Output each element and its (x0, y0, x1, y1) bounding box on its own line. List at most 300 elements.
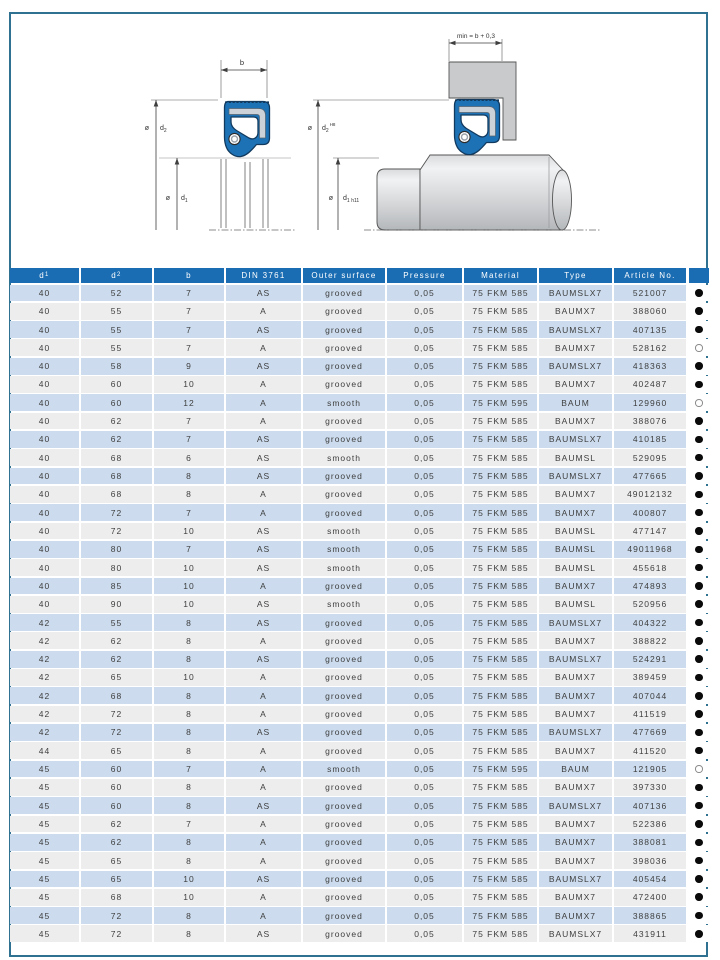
cell-material: 75 FKM 585 (464, 925, 539, 942)
cell-din-3761: A (226, 706, 303, 723)
cell-type: BAUMSL (539, 559, 614, 576)
cell-d2: 60 (81, 779, 154, 796)
cell-pressure: 0,05 (387, 779, 464, 796)
cell-type: BAUMX7 (539, 907, 614, 924)
cell-type: BAUM (539, 761, 614, 778)
cell-din-3761: A (226, 486, 303, 503)
cell-b: 8 (154, 925, 226, 942)
cell-outer-surface: grooved (303, 651, 387, 668)
cell-article-no: 388822 (614, 632, 689, 649)
cell-article-no: 477665 (614, 468, 689, 485)
cell-material: 75 FKM 585 (464, 303, 539, 320)
cell-article-no: 455618 (614, 559, 689, 576)
cell-type: BAUMX7 (539, 706, 614, 723)
cell-d1: 45 (10, 852, 81, 869)
cell-pressure: 0,05 (387, 687, 464, 704)
cell-d1: 42 (10, 669, 81, 686)
cell-din-3761: A (226, 761, 303, 778)
cell-din-3761: A (226, 504, 303, 521)
cell-availability (689, 339, 709, 356)
cell-b: 7 (154, 339, 226, 356)
cell-d1: 40 (10, 358, 81, 375)
cell-b: 6 (154, 449, 226, 466)
cell-availability (689, 449, 709, 466)
table-row (10, 523, 710, 540)
cell-type: BAUMSL (539, 541, 614, 558)
cell-material: 75 FKM 585 (464, 889, 539, 906)
cell-b: 10 (154, 669, 226, 686)
cell-availability (689, 321, 709, 338)
cell-d2: 60 (81, 394, 154, 411)
cell-d1: 42 (10, 706, 81, 723)
cell-article-no: 529095 (614, 449, 689, 466)
cell-d1: 40 (10, 468, 81, 485)
cell-d2: 72 (81, 907, 154, 924)
table-row (10, 889, 710, 906)
cell-article-no: 388081 (614, 834, 689, 851)
cell-type: BAUMX7 (539, 687, 614, 704)
cell-outer-surface: grooved (303, 797, 387, 814)
table-row (10, 578, 710, 595)
availability-dot-filled (695, 729, 703, 737)
cell-availability (689, 523, 709, 540)
cell-article-no: 431911 (614, 925, 689, 942)
cell-availability (689, 413, 709, 430)
cell-article-no: 404322 (614, 614, 689, 631)
availability-dot-filled (695, 839, 703, 847)
cell-d2: 68 (81, 468, 154, 485)
cell-type: BAUMSLX7 (539, 614, 614, 631)
cell-d1: 40 (10, 339, 81, 356)
cell-d1: 40 (10, 578, 81, 595)
cell-pressure: 0,05 (387, 797, 464, 814)
availability-dot-filled (695, 546, 703, 554)
availability-dot-open (695, 399, 703, 407)
availability-dot-filled (695, 857, 703, 865)
cell-type: BAUMSLX7 (539, 871, 614, 888)
cell-d1: 40 (10, 394, 81, 411)
cell-material: 75 FKM 585 (464, 871, 539, 888)
cell-d2: 62 (81, 431, 154, 448)
cell-outer-surface: grooved (303, 724, 387, 741)
cell-din-3761: AS (226, 925, 303, 942)
cell-din-3761: AS (226, 871, 303, 888)
cell-din-3761: AS (226, 651, 303, 668)
cell-type: BAUM (539, 394, 614, 411)
cell-material: 75 FKM 585 (464, 504, 539, 521)
cell-availability (689, 871, 709, 888)
column-header-pressure: Pressure (387, 268, 464, 283)
cell-material: 75 FKM 585 (464, 724, 539, 741)
cell-type: BAUMX7 (539, 852, 614, 869)
cell-outer-surface: grooved (303, 339, 387, 356)
cell-type: BAUMSLX7 (539, 285, 614, 302)
cell-din-3761: A (226, 578, 303, 595)
table-row (10, 742, 710, 759)
cell-material: 75 FKM 585 (464, 687, 539, 704)
cell-b: 7 (154, 413, 226, 430)
cell-material: 75 FKM 585 (464, 614, 539, 631)
cell-b: 8 (154, 852, 226, 869)
cell-material: 75 FKM 585 (464, 651, 539, 668)
cell-b: 8 (154, 486, 226, 503)
cell-availability (689, 303, 709, 320)
cell-din-3761: A (226, 303, 303, 320)
cell-din-3761: A (226, 376, 303, 393)
cell-outer-surface: grooved (303, 358, 387, 375)
cell-article-no: 407136 (614, 797, 689, 814)
cell-availability (689, 614, 709, 631)
cell-d1: 42 (10, 724, 81, 741)
cell-d2: 72 (81, 724, 154, 741)
cell-availability (689, 486, 709, 503)
cell-din-3761: AS (226, 449, 303, 466)
cell-d1: 40 (10, 285, 81, 302)
cell-pressure: 0,05 (387, 724, 464, 741)
cell-type: BAUMSLX7 (539, 724, 614, 741)
cell-material: 75 FKM 585 (464, 816, 539, 833)
cell-pressure: 0,05 (387, 449, 464, 466)
column-header-availability (689, 268, 709, 283)
cell-material: 75 FKM 585 (464, 632, 539, 649)
cell-pressure: 0,05 (387, 486, 464, 503)
cell-outer-surface: smooth (303, 523, 387, 540)
cell-d1: 40 (10, 559, 81, 576)
cell-d2: 55 (81, 321, 154, 338)
cell-b: 8 (154, 907, 226, 924)
column-header-b: b (154, 268, 226, 283)
availability-dot-filled (695, 655, 703, 663)
cell-article-no: 388076 (614, 413, 689, 430)
cell-d2: 72 (81, 706, 154, 723)
cell-article-no: 520956 (614, 596, 689, 613)
cell-din-3761: AS (226, 559, 303, 576)
cell-type: BAUMSL (539, 523, 614, 540)
cell-din-3761: AS (226, 596, 303, 613)
cell-availability (689, 632, 709, 649)
table-row (10, 413, 710, 430)
table-row (10, 779, 710, 796)
cell-pressure: 0,05 (387, 907, 464, 924)
cell-pressure: 0,05 (387, 339, 464, 356)
cell-d2: 55 (81, 339, 154, 356)
table-row (10, 669, 710, 686)
cell-pressure: 0,05 (387, 321, 464, 338)
cell-din-3761: A (226, 339, 303, 356)
cell-din-3761: A (226, 742, 303, 759)
dim-label-d1: $d_1$ (181, 195, 188, 204)
cell-d1: 40 (10, 303, 81, 320)
cell-availability (689, 852, 709, 869)
dim-label-d2h8-dia: ø (307, 125, 312, 132)
cell-d2: 60 (81, 376, 154, 393)
cell-d2: 65 (81, 852, 154, 869)
cell-type: BAUMX7 (539, 742, 614, 759)
cell-din-3761: A (226, 816, 303, 833)
cell-article-no: 398036 (614, 852, 689, 869)
cell-din-3761: A (226, 907, 303, 924)
table-row (10, 321, 710, 338)
cell-din-3761: AS (226, 431, 303, 448)
availability-dot-filled (695, 454, 703, 462)
cell-d1: 40 (10, 504, 81, 521)
cell-material: 75 FKM 585 (464, 742, 539, 759)
cell-d1: 42 (10, 614, 81, 631)
dim-label-d2h8: $d_2^{H8}$ (322, 122, 336, 134)
availability-dot-filled (695, 912, 703, 920)
availability-dot-filled (695, 326, 703, 334)
cell-article-no: 472400 (614, 889, 689, 906)
cell-pressure: 0,05 (387, 578, 464, 595)
availability-dot-filled (695, 710, 703, 718)
cell-b: 8 (154, 706, 226, 723)
cell-type: BAUMSL (539, 596, 614, 613)
cell-type: BAUMSLX7 (539, 321, 614, 338)
cell-pressure: 0,05 (387, 358, 464, 375)
cell-article-no: 521007 (614, 285, 689, 302)
column-header-material: Material (464, 268, 539, 283)
cell-availability (689, 925, 709, 942)
cell-material: 75 FKM 585 (464, 285, 539, 302)
cell-d1: 40 (10, 486, 81, 503)
cell-availability (689, 889, 709, 906)
cell-material: 75 FKM 585 (464, 413, 539, 430)
availability-dot-filled (695, 509, 703, 517)
cell-d2: 62 (81, 413, 154, 430)
cell-d1: 40 (10, 523, 81, 540)
cell-article-no: 400807 (614, 504, 689, 521)
cell-outer-surface: grooved (303, 632, 387, 649)
availability-dot-filled (695, 893, 703, 901)
table-row (10, 504, 710, 521)
cell-pressure: 0,05 (387, 816, 464, 833)
table-row (10, 541, 710, 558)
cell-material: 75 FKM 585 (464, 596, 539, 613)
cell-b: 7 (154, 321, 226, 338)
cell-availability (689, 834, 709, 851)
cell-type: BAUMX7 (539, 779, 614, 796)
cell-pressure: 0,05 (387, 504, 464, 521)
cell-b: 8 (154, 834, 226, 851)
cell-pressure: 0,05 (387, 523, 464, 540)
cell-outer-surface: smooth (303, 559, 387, 576)
cell-article-no: 121905 (614, 761, 689, 778)
cell-b: 10 (154, 596, 226, 613)
cell-pressure: 0,05 (387, 413, 464, 430)
cell-d2: 72 (81, 504, 154, 521)
cell-availability (689, 394, 709, 411)
cell-din-3761: AS (226, 797, 303, 814)
cell-d2: 65 (81, 669, 154, 686)
cell-type: BAUMX7 (539, 816, 614, 833)
cell-b: 7 (154, 541, 226, 558)
cell-availability (689, 596, 709, 613)
cell-outer-surface: grooved (303, 486, 387, 503)
table-row (10, 632, 710, 649)
availability-dot-filled (695, 472, 703, 480)
cell-din-3761: A (226, 889, 303, 906)
cell-d1: 40 (10, 321, 81, 338)
cell-b: 12 (154, 394, 226, 411)
table-row (10, 358, 710, 375)
availability-dot-filled (695, 582, 703, 590)
cell-article-no: 388060 (614, 303, 689, 320)
table-row (10, 339, 710, 356)
cell-material: 75 FKM 585 (464, 376, 539, 393)
cell-d2: 52 (81, 285, 154, 302)
cell-article-no: 49012132 (614, 486, 689, 503)
shaft (377, 155, 572, 230)
cell-material: 75 FKM 585 (464, 797, 539, 814)
table-row (10, 816, 710, 833)
cell-outer-surface: grooved (303, 742, 387, 759)
cell-din-3761: AS (226, 285, 303, 302)
cell-availability (689, 669, 709, 686)
dim-label-d1-dia: ø (165, 195, 170, 202)
cell-material: 75 FKM 585 (464, 559, 539, 576)
cell-pressure: 0,05 (387, 925, 464, 942)
column-header-din-3761: DIN 3761 (226, 268, 303, 283)
cell-article-no: 389459 (614, 669, 689, 686)
cell-material: 75 FKM 585 (464, 523, 539, 540)
cell-article-no: 524291 (614, 651, 689, 668)
cell-b: 10 (154, 523, 226, 540)
cell-outer-surface: grooved (303, 321, 387, 338)
cell-d2: 60 (81, 761, 154, 778)
cell-outer-surface: grooved (303, 816, 387, 833)
cell-din-3761: AS (226, 358, 303, 375)
cell-outer-surface: grooved (303, 578, 387, 595)
cell-availability (689, 358, 709, 375)
cell-d2: 80 (81, 559, 154, 576)
cell-type: BAUMX7 (539, 669, 614, 686)
cell-type: BAUMX7 (539, 834, 614, 851)
cell-d1: 40 (10, 541, 81, 558)
cell-availability (689, 687, 709, 704)
dim-label-d1h11-dia: ø (328, 195, 333, 202)
cell-outer-surface: grooved (303, 852, 387, 869)
cell-outer-surface: grooved (303, 303, 387, 320)
cell-material: 75 FKM 585 (464, 486, 539, 503)
table-row (10, 871, 710, 888)
cell-d1: 40 (10, 596, 81, 613)
table-row (10, 303, 710, 320)
cell-type: BAUMX7 (539, 486, 614, 503)
cell-d2: 65 (81, 871, 154, 888)
cell-b: 8 (154, 687, 226, 704)
cell-availability (689, 504, 709, 521)
cell-outer-surface: grooved (303, 413, 387, 430)
cell-pressure: 0,05 (387, 285, 464, 302)
table-header (10, 268, 710, 283)
column-header-outer-surface: Outer surface (303, 268, 387, 283)
cell-article-no: 522386 (614, 816, 689, 833)
cell-outer-surface: grooved (303, 779, 387, 796)
cell-type: BAUMX7 (539, 339, 614, 356)
cell-din-3761: AS (226, 724, 303, 741)
cell-outer-surface: smooth (303, 761, 387, 778)
cell-din-3761: A (226, 394, 303, 411)
cell-article-no: 49011968 (614, 541, 689, 558)
cell-type: BAUMX7 (539, 504, 614, 521)
cell-d2: 72 (81, 523, 154, 540)
table-row (10, 834, 710, 851)
dim-label-d2: $d_2$ (160, 125, 167, 134)
availability-dot-filled (695, 289, 703, 297)
cell-d1: 45 (10, 834, 81, 851)
cell-pressure: 0,05 (387, 852, 464, 869)
cell-outer-surface: smooth (303, 449, 387, 466)
cell-outer-surface: grooved (303, 925, 387, 942)
availability-dot-filled (695, 491, 703, 499)
cell-b: 8 (154, 797, 226, 814)
table-row (10, 394, 710, 411)
cell-material: 75 FKM 585 (464, 706, 539, 723)
cell-din-3761: AS (226, 321, 303, 338)
cell-d1: 40 (10, 449, 81, 466)
cell-article-no: 402487 (614, 376, 689, 393)
table-row (10, 285, 710, 302)
cell-d2: 65 (81, 742, 154, 759)
cell-type: BAUMX7 (539, 889, 614, 906)
table-row (10, 559, 710, 576)
cell-availability (689, 816, 709, 833)
dim-label-b: b (239, 58, 245, 67)
seal-diagram-svg (9, 12, 709, 264)
availability-dot-filled (695, 674, 703, 682)
cell-d1: 42 (10, 632, 81, 649)
cell-type: BAUMX7 (539, 376, 614, 393)
cell-d1: 45 (10, 925, 81, 942)
cell-availability (689, 761, 709, 778)
cell-din-3761: AS (226, 468, 303, 485)
cell-b: 8 (154, 742, 226, 759)
cell-b: 10 (154, 559, 226, 576)
dim-label-min-width: min = b + 0,3 (457, 33, 495, 40)
cell-din-3761: A (226, 687, 303, 704)
availability-dot-filled (695, 417, 703, 425)
cell-pressure: 0,05 (387, 871, 464, 888)
cell-material: 75 FKM 585 (464, 578, 539, 595)
cell-pressure: 0,05 (387, 761, 464, 778)
cell-d2: 80 (81, 541, 154, 558)
cell-pressure: 0,05 (387, 376, 464, 393)
cell-article-no: 411519 (614, 706, 689, 723)
cell-d2: 68 (81, 687, 154, 704)
cell-type: BAUMSLX7 (539, 651, 614, 668)
cell-material: 75 FKM 585 (464, 852, 539, 869)
cell-d2: 62 (81, 632, 154, 649)
cell-material: 75 FKM 585 (464, 449, 539, 466)
cell-article-no: 407135 (614, 321, 689, 338)
cell-din-3761: AS (226, 523, 303, 540)
cell-b: 10 (154, 889, 226, 906)
cell-pressure: 0,05 (387, 742, 464, 759)
cell-d1: 45 (10, 779, 81, 796)
table-row (10, 431, 710, 448)
cell-article-no: 397330 (614, 779, 689, 796)
cell-type: BAUMSL (539, 449, 614, 466)
cell-din-3761: AS (226, 614, 303, 631)
cell-pressure: 0,05 (387, 596, 464, 613)
table-row (10, 486, 710, 503)
cell-outer-surface: grooved (303, 468, 387, 485)
cell-type: BAUMX7 (539, 303, 614, 320)
cell-pressure: 0,05 (387, 614, 464, 631)
availability-dot-filled (695, 381, 703, 389)
cell-d1: 42 (10, 651, 81, 668)
availability-dot-filled (695, 875, 703, 883)
